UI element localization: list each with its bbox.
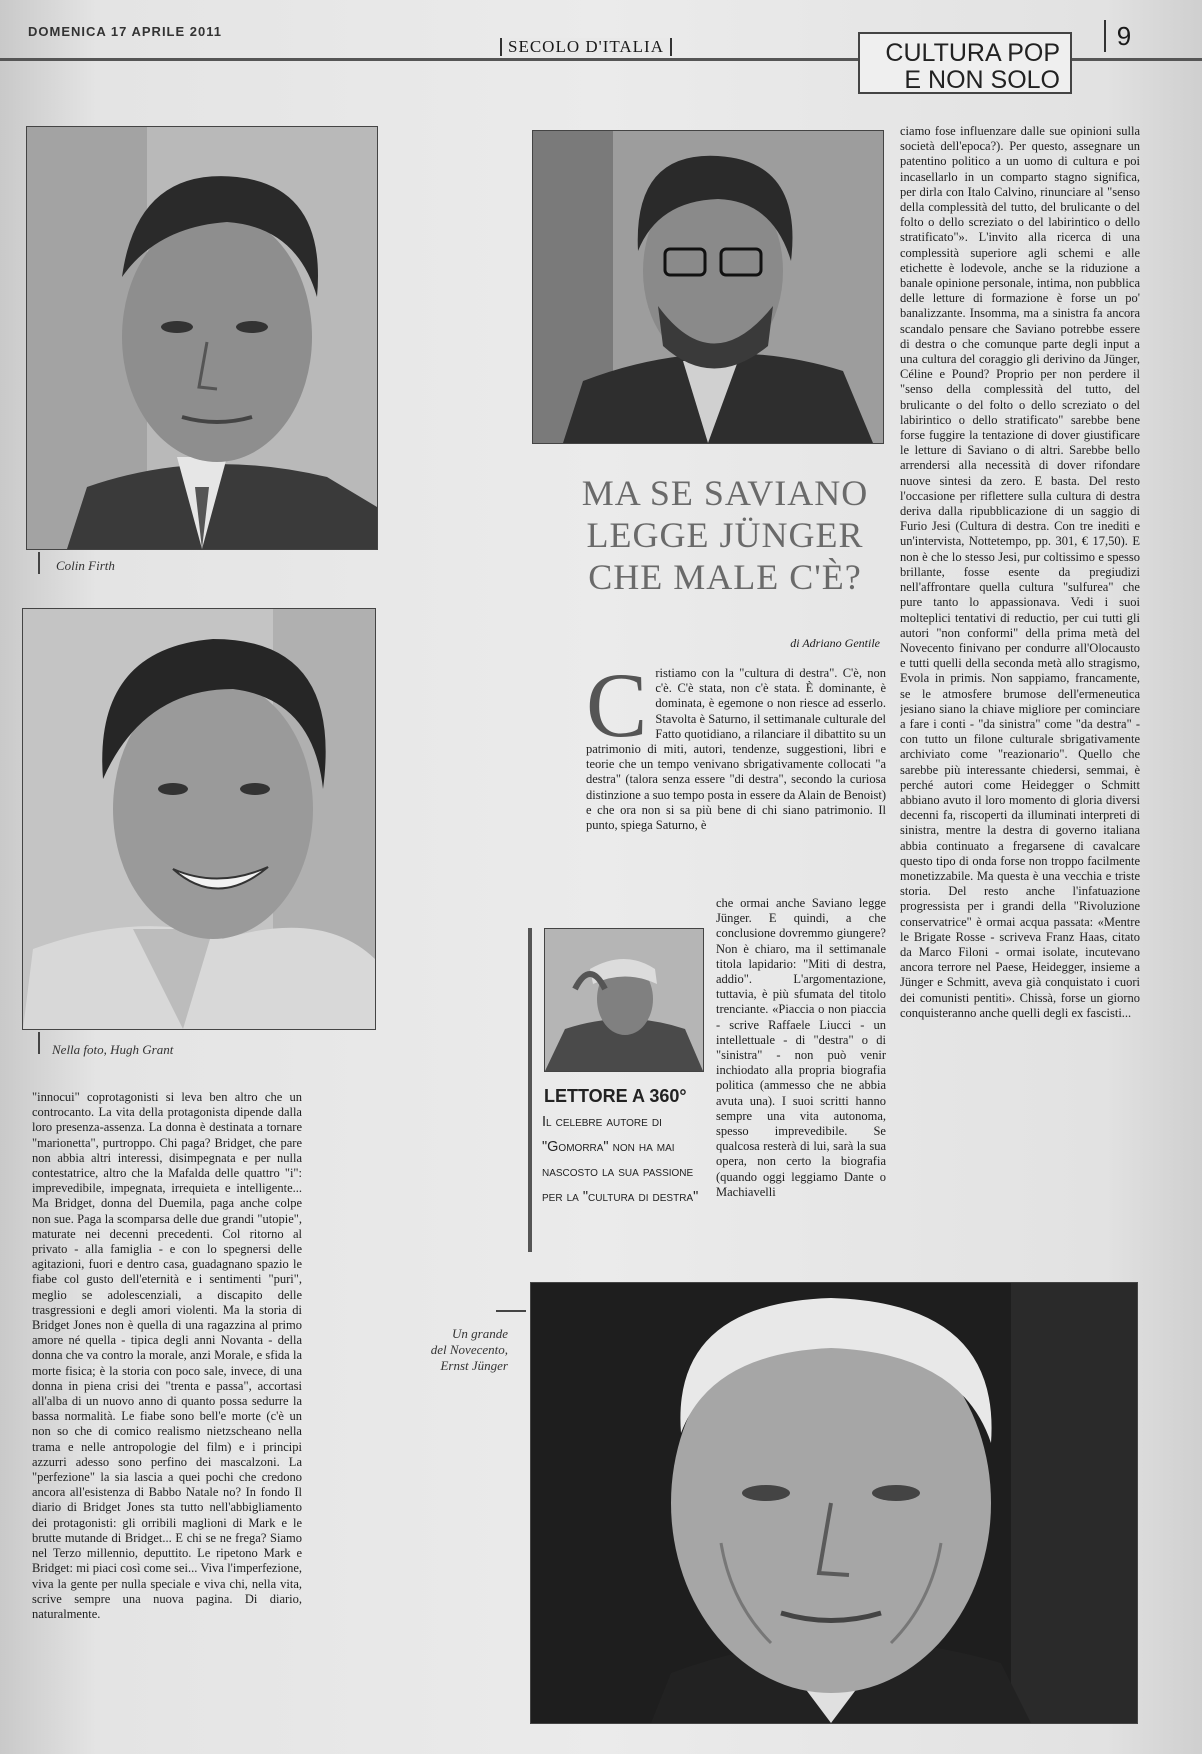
caption-junger-line2: del Novecento, [430, 1342, 508, 1357]
box-text: Il celebre autore di "Gomorra" non ha mai nascosto la sua passione per la "cultura di destra" [542, 1114, 699, 1205]
caption-junger-line1: Un grande [452, 1326, 508, 1341]
caption-bar [38, 552, 40, 574]
caption-junger-line3: Ernst Jünger [440, 1358, 508, 1373]
article-column-a [586, 666, 886, 896]
headline-line1: MA SE SAVIANO [581, 473, 869, 513]
article-column-a-text: ristiamo con la "cultura di destra". C'è, non c'è. C'è stata, non c'è stata. È dominante, è dominata, è egemone o non riesce ad esserlo. Stavolta è Saturno, il settimanale culturale del Fatto quotidiano, a rilanciare il dibattito su un patrimonio di miti, autori, tendenze, suggestioni, libri e teorie che un tempo venivano sbrigativamente collocati "a destra" (talora senza essere "di destra", secondo la curiosa distinzione a suo tempo posta in essere da Alain de Benoist) e che ora non si sa più bene di chi siano patrimonio. Il punto, spiega Saturno, è [586, 666, 886, 833]
photo-ernst-junger [530, 1282, 1138, 1724]
section-label [858, 32, 1072, 94]
issue-date: DOMENICA 17 APRILE 2011 [28, 24, 222, 39]
article-column-b: che ormai anche Saviano legge Jünger. E quindi, a che conclusione dovremmo giungere? Non è chiaro, ma il settimanale titola lapidario: "Miti di destra, addio". L'argomentazione, tuttavia, è più sfumata del titolo trenciante. «Piaccia o non piaccia - scrive Raffaele Liucci - un intellettuale - di "destra" o di "sinistra" - non può venir inchiodato alla propria biografia politica (ammesso che ne abbia avuta una). I suoi scritti hanno sempre una vita autonoma, spesso imprevedibile. Se qualcosa resterà di lui, sarà la sua opera, non certo la biografia (quando oggi leggiamo Dante o Machiavelli [716, 896, 886, 1199]
dropcap: C [586, 666, 648, 756]
caption-ernst-junger [398, 1326, 508, 1374]
section-label-line2: E NON SOLO [904, 66, 1060, 94]
photo-colin-firth [26, 126, 378, 550]
article-headline [560, 472, 890, 598]
caption-bar [38, 1032, 40, 1054]
photo-hugh-grant [22, 608, 376, 1030]
section-label-line1: CULTURA POP [885, 39, 1060, 67]
caption-hugh-grant: Nella foto, Hugh Grant [52, 1042, 174, 1057]
caption-bar [496, 1310, 526, 1312]
headline-line2: LEGGE JÜNGER [586, 515, 864, 555]
headline-line3: CHE MALE C'È? [588, 557, 862, 597]
article-author: di Adriano Gentile [790, 636, 880, 650]
photo-saviano [532, 130, 884, 444]
caption-colin-firth: Colin Firth [56, 558, 115, 573]
left-article-column: "innocui" coprotagonisti si leva ben altro che un controcanto. La vita della protagonista dipende dalla loro presenza-assenza. La donna è destinata a tornare "marionetta", purtroppo. Chi paga? Bridget, che pare non abbia altri interessi, disimpegnata e per nulla contestatrice, altro che la Mafalda delle quattro "i": imprevedibile, impegnata, irrequieta e intelligente... Ma Bridget, donna del Duemila, paga anche colpe non sue. Paga la scomparsa delle due grandi "utopie", maturate nei decenni precedenti. Col ritorno al privato - alla famiglia - e con lo spegnersi delle agitazioni, fuori e dentro casa, guadagnano spazio le fiabe col gusto dell'eternità e i sentimenti "puri", meglio se adolescenziali, a discapito delle trasgressioni e degli amori violenti. Ma la storia di Bridget Jones non è quella di una ragazzina al primo amore né quella - tipica degli anni Novanta - della donna che va contro la morale, anzi Morale, e sfida la morte fisica; è la storia con poco sale, invece, di una donna in piena crisi dei "trenta e passa", accortasi all'alba di un nuovo anno di quanto possa sedurre la bassa normalità. Le fiabe sono bell'e morte (c'è un non so che di comico realismo nietzscheano nella trama e nelle antropologie del film) e i principi azzurri adesso sono perfino dei mascalzoni. La "perfezione" la sia lascia a quei pochi che credono ancora all'esistenza di Babbo Natale no? In fondo Il diario di Bridget Jones sta tutto nell'abbigliamento dei protagonisti: gli orribili maglioni di Mark e le brutte mutande di Bridget... E chi se ne frega? Siamo nel Terzo millennio, deputtito. Le ripetono Mark e Bridget: mi piaci così come sei... Viva l'imperfezione, viva la gente per nulla speciale e viva chi, nella vita, scrive sempre una nuova pagina. Di diario, naturalmente. [32, 1090, 302, 1621]
page-number: 9 [1104, 20, 1142, 52]
box-title: LETTORE A 360° [544, 1086, 687, 1106]
newspaper-name: SECOLO D'ITALIA [500, 38, 672, 56]
box-photo-saviano [544, 928, 704, 1072]
article-column-c: ciamo fose influenzare dalle sue opinioni sulla società dell'epoca?). Per questo, assegnare un patentino politico a un uomo di cultura e poi incasellarlo in un comparto stagno significa, per dirla con Italo Calvino, rinunciare al "senso della complessità del tutto, del brulicante o del folto o dello screziato o del labirintico o dello stratificato"». L'invito alla ricerca di una complessità superiore agli schemi e alle etichette è lodevole, anche se la riduzione a banale opinione personale, intima, non pubblica delle letture di formazione è forse un po' banalizzante. Insomma, ma a sinistra fa ancora scandalo pensare che Saviano potrebbe essere di destra o che comunque parte degli input a una cultura del coraggio gli derivino da Jünger, Céline e Pound? Proprio per non perdere il "senso della complessità del tutto, del brulicante o del folto o dello screziato o del labirintico o dello stratificato" sarebbe bene forse fuggire la tentazione di dover giustificare le letture di Saviano o di altri. Sarebbe bello arrendersi alla necessità di dover rifondare nuove sintesi da zero. E basta. Del resto l'occasione per riflettere sulla cultura di destra deriva dalla ripubblicazione di un saggio di Furio Jesi (Cultura di destra. Con tre inediti e un'intervista, Nottetempo, pp. 301, € 17,50). E non è che lo stesso Jesi, pur coltissimo e spesso brillante, fosse esente da pregiudizi nell'affrontare quella cultura "sulfurea" che pure tanto lo appassionava. Vedi i suoi molteplici tentativi di reductio, per cui tutti gli autori "non conformi" della prima metà del Novecento finivano per condurre all'Olocausto e tutti quelli della seconda metà allo stragismo, Evola in primis. Non sappiamo, francamente, se le atmosfere brumose dell'ermeneutica jesiano siano la chiave migliore per cominciare a fare i conti - "da sinistra" come "da destra" - con tutto un filone culturale sbrigativamente archiviato come "reazionario". Quello che sarebbe più interessante chiedersi, semmai, è perché autori come Heidegger o Schmitt abbiano avuto il loro momento di gloria diversi decenni fa, riscoperti da illuminati interpreti di sinistra, mentre la destra di governo italiana abbia continuato a fregarsene di cavalcare questo tipo di onda forse non troppo facilmente monetizzabile. Ma questa è una vecchia e triste storia. Del resto anche l'infatuazione progressista per i grandi della "Rivoluzione conservatrice" è ormai acqua passata: «Mentre le Brigate Rosse - scriveva Franz Haas, citato da Marco Filoni - ormai isolate, incutevano ancora terrore nel Paese, Heidegger, insieme a Jünger e Schmitt, aveva già conquistato i cuori dei comunisti pentiti». Chissà, forse un giorno conquisteranno anche quelli degli ex fascisti... [900, 124, 1140, 1020]
